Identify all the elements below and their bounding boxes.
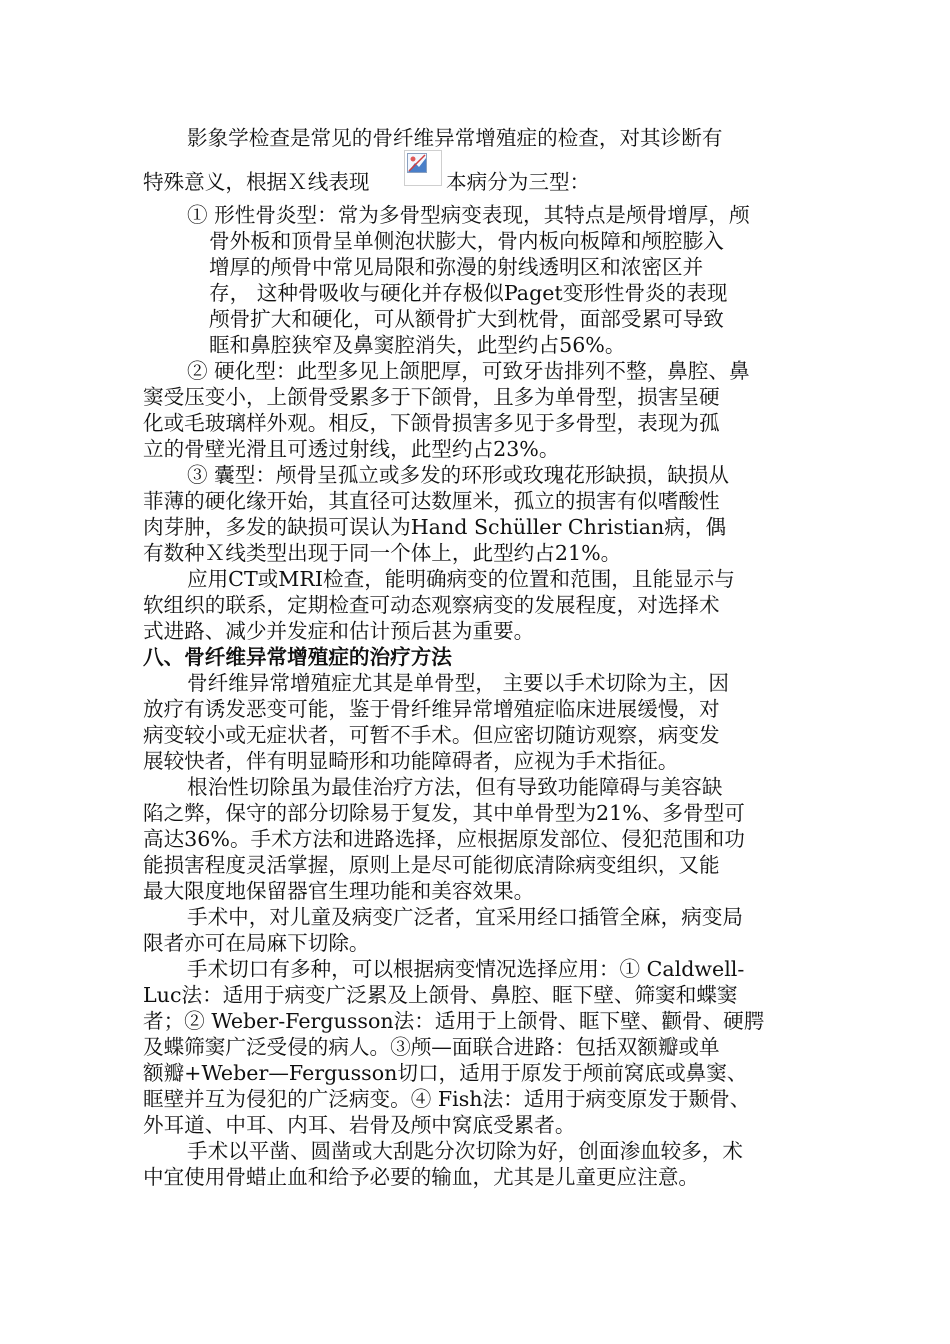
text-line: 应用CT或MRI检查，能明确病变的位置和范围，且能显示与: [187, 567, 735, 591]
broken-image-icon: [404, 150, 442, 186]
text-line: 本病分为三型：: [446, 170, 591, 194]
list-item-1-line: ① 形性骨炎型：常为多骨型病变表现，其特点是颅骨增厚，颅: [187, 203, 750, 227]
list-item-2-line: ② 硬化型：此型多见上颌肥厚，可致牙齿排列不整，鼻腔、鼻: [187, 359, 750, 383]
text-line: 手术切口有多种，可以根据病变情况选择应用：① Caldwell-: [187, 957, 745, 981]
text-line: 中宜使用骨蜡止血和给予必要的输血，尤其是儿童更应注意。: [143, 1165, 700, 1189]
text-line: 眶壁并互为侵犯的广泛病变。④ Fish法：适用于病变原发于颞骨、: [143, 1087, 751, 1111]
text-line: 影象学检查是常见的骨纤维异常增殖症的检查，对其诊断有: [187, 126, 723, 150]
text-line: 软组织的联系，定期检查可动态观察病变的发展程度，对选择术: [143, 593, 720, 617]
text-line: 限者亦可在局麻下切除。: [143, 931, 370, 955]
text-line: 特殊意义，根据Ｘ线表现: [143, 170, 370, 194]
text-line: 肉芽肿，多发的缺损可误认为Hand Schüller Christian病，偶: [143, 515, 727, 539]
text-line: 手术以平凿、圆凿或大刮匙分次切除为好，创面渗血较多，术: [187, 1139, 744, 1163]
text-line: 额瓣+Weber—Fergusson切口，适用于原发于颅前窝底或鼻窦、: [143, 1061, 748, 1085]
text-line: 手术中，对儿童及病变广泛者，宜采用经口插管全麻，病变局: [187, 905, 744, 929]
text-line: 增厚的颅骨中常见局限和弥漫的射线透明区和浓密区并: [209, 255, 704, 279]
text-line: 存， 这种骨吸收与硬化并存极似Paget变形性骨炎的表现: [209, 281, 728, 305]
text-line: 有数种Ｘ线类型出现于同一个体上，此型约占21%。: [143, 541, 622, 565]
text-line: 式进路、减少并发症和估计预后甚为重要。: [143, 619, 535, 643]
text-line: Luc法：适用于病变广泛累及上颌骨、鼻腔、眶下壁、筛窦和蝶窦: [143, 983, 738, 1007]
text-line: 病变较小或无症状者，可暂不手术。但应密切随访观察，病变发: [143, 723, 720, 747]
text-line: 展较快者，伴有明显畸形和功能障碍者，应视为手术指征。: [143, 749, 679, 773]
text-line: 陷之弊，保守的部分切除易于复发，其中单骨型为21%、多骨型可: [143, 801, 745, 825]
section-heading: 八、骨纤维异常增殖症的治疗方法: [143, 645, 452, 669]
text-line: 骨纤维异常增殖症尤其是单骨型， 主要以手术切除为主，因: [187, 671, 729, 695]
text-line: 颅骨扩大和硬化，可从额骨扩大到枕骨，面部受累可导致: [209, 307, 724, 331]
text-line: 根治性切除虽为最佳治疗方法，但有导致功能障碍与美容缺: [187, 775, 723, 799]
text-line: 化或毛玻璃样外观。相反，下颌骨损害多见于多骨型，表现为孤: [143, 411, 720, 435]
text-line: 外耳道、中耳、内耳、岩骨及颅中窝底受累者。: [143, 1113, 576, 1137]
list-item-3-line: ③ 囊型：颅骨呈孤立或多发的环形或玫瑰花形缺损，缺损从: [187, 463, 729, 487]
text-line: 高达36%。手术方法和进路选择，应根据原发部位、侵犯范围和功: [143, 827, 745, 851]
text-line: 放疗有诱发恶变可能，鉴于骨纤维异常增殖症临床进展缓慢，对: [143, 697, 720, 721]
text-line: 菲薄的硬化缘开始，其直径可达数厘米，孤立的损害有似嗜酸性: [143, 489, 720, 513]
text-line: 立的骨壁光滑且可透过射线，此型约占23%。: [143, 437, 560, 461]
text-line: 者；② Weber-Fergusson法：适用于上颌骨、眶下壁、颧骨、硬腭: [143, 1009, 765, 1033]
text-line: 最大限度地保留器官生理功能和美容效果。: [143, 879, 535, 903]
text-line: 眶和鼻腔狭窄及鼻窦腔消失，此型约占56%。: [209, 333, 626, 357]
text-line: 窦受压变小，上颌骨受累多于下颌骨，且多为单骨型，损害呈硬: [143, 385, 720, 409]
text-line: 能损害程度灵活掌握，原则上是尽可能彻底清除病变组织，又能: [143, 853, 720, 877]
text-line: 及蝶筛窦广泛受侵的病人。③颅—面联合进路：包括双额瓣或单: [143, 1035, 720, 1059]
text-line: 骨外板和顶骨呈单侧泡状膨大，骨内板向板障和颅腔膨入: [209, 229, 724, 253]
